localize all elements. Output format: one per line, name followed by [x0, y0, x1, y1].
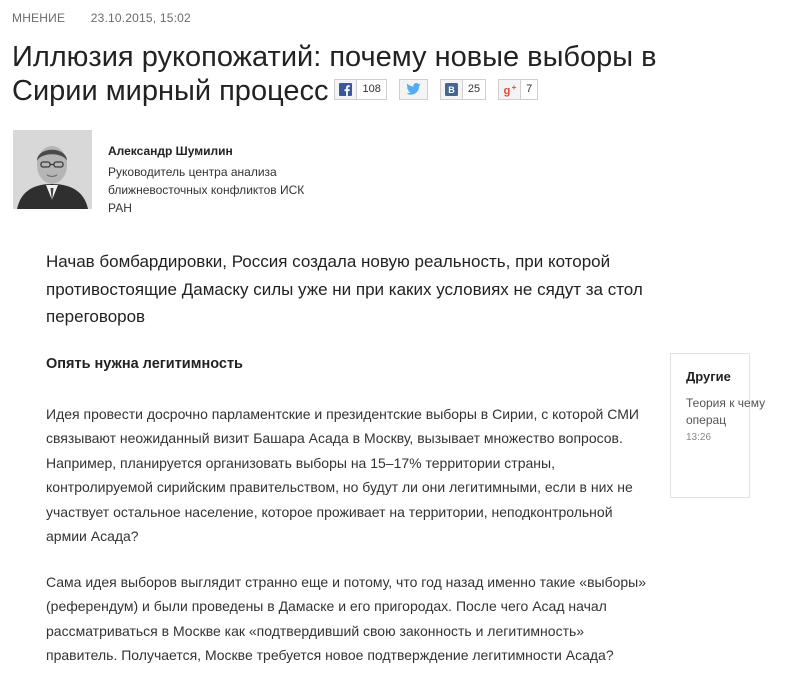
author-position: Руководитель центра анализа ближневосточных конфликтов ИСК РАН	[108, 165, 305, 215]
facebook-icon	[334, 79, 357, 100]
article-meta	[12, 11, 191, 25]
svg-text:B: B	[448, 84, 455, 95]
svg-text:g: g	[503, 84, 511, 97]
svg-text:+: +	[511, 82, 517, 92]
facebook-share-button[interactable]	[334, 79, 386, 100]
twitter-icon	[399, 79, 428, 100]
gplus-share-count: 7	[521, 79, 538, 100]
article-title	[12, 40, 727, 108]
share-buttons	[334, 79, 538, 100]
section-heading: Опять нужна легитимность	[46, 356, 243, 372]
vk-share-button[interactable]	[440, 79, 486, 100]
sidebar-news-link[interactable]: Теория к чему операц	[686, 396, 766, 427]
sidebar-news-time: 13:26	[686, 432, 712, 443]
rubric-label[interactable]: МНЕНИЕ	[12, 11, 66, 25]
article-title-text: Иллюзия рукопожатий: почему новые выборы в Сирии мирный процесс	[12, 41, 657, 107]
article-lead: Начав бомбардировки, Россия создала новую реальность, при которой противостоящие Дамаску силы уже ни при каких условиях не сядут за стол переговоров	[46, 252, 643, 326]
publish-date: 23.10.2015, 15:02	[90, 11, 191, 25]
article-paragraph: Идея провести досрочно парламентские и президентские выборы в Сирии, с которой СМИ связывают неожиданный визит Башара Асада в Москву, вызывает множество вопросов. Например, планируется организовать выборы на 15–17% территории страны, контролируемой сирийским правительством, но будут ли они легитимными, если в них не участвует остальное население, которое проживает на территории, неподконтрольной армии Асада?	[46, 406, 639, 545]
twitter-share-button[interactable]	[399, 79, 428, 100]
sidebar-heading: Другие	[686, 369, 731, 384]
gplus-icon	[498, 79, 521, 100]
article-paragraph: Сама идея выборов выглядит странно еще и потому, что год назад именно такие «выборы» (референдум) и были проведены в Дамаске и его пригородах. После чего Асад начал рассматриваться в Москве как «подтвердивший свою законность и легитимность» правитель. Получается, Москве требуется новое подтверждение легитимности Асада?	[46, 574, 647, 664]
author-name[interactable]: Александр Шумилин	[108, 144, 233, 158]
gplus-share-button[interactable]	[498, 79, 538, 100]
vk-icon	[440, 79, 463, 100]
facebook-share-count: 108	[357, 79, 386, 100]
vk-share-count: 25	[463, 79, 486, 100]
sidebar-other-news	[670, 353, 766, 498]
author-avatar[interactable]	[13, 130, 92, 209]
